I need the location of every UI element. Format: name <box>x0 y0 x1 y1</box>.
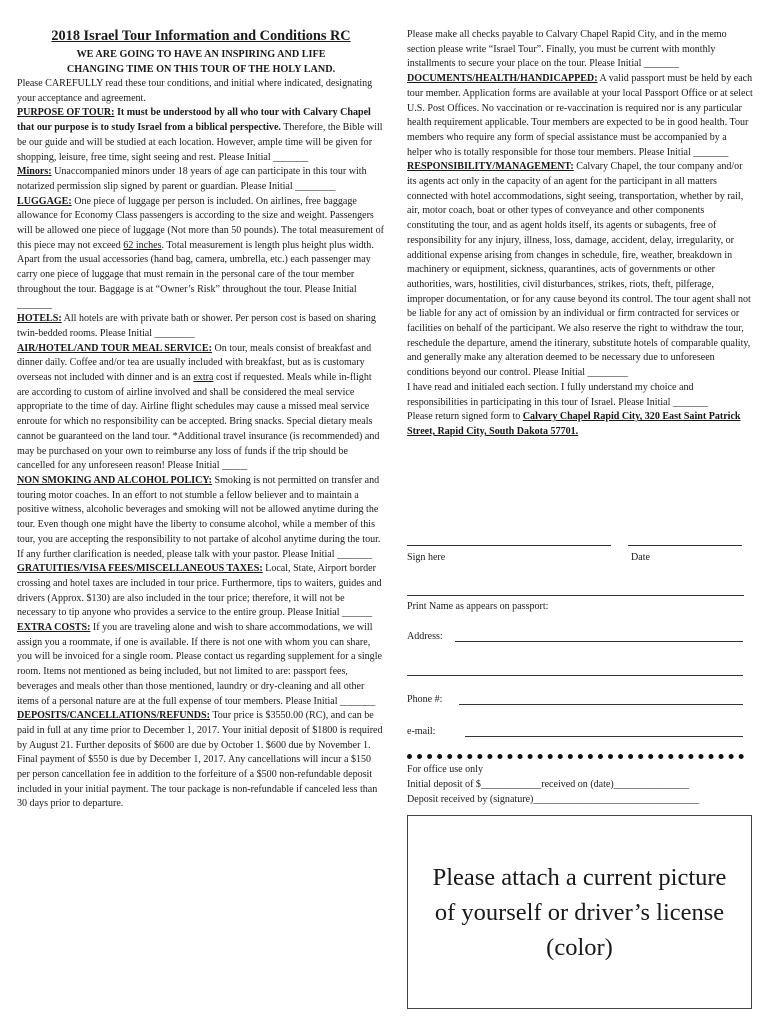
print-name-line[interactable] <box>407 595 744 596</box>
extra-costs-section <box>17 621 385 709</box>
acknowledge-paragraph: I have read and initialed each section. I fully understand my choice and responsibilities in participating in this tour of Israel. Please Initial _______ <box>407 381 709 408</box>
responsibility-heading: RESPONSIBILITY/MANAGEMENT: <box>407 161 574 173</box>
signature-line[interactable] <box>407 545 611 546</box>
phone-label: Phone #: <box>407 694 443 705</box>
smoking-text: Smoking is not permitted on transfer and touring motor coaches. In an effort to not stumble a fellow believer and to maintain a positive witness, alcoholic beverages and smoking will not be allowed anytime during the tour. Even though one might have the liberty to consume alcohol, while a member of this tour, you are accepting the responsibility to not partake of alcohol anytime during the tour. If any further clarification is needed, please talk with your pastor. Please Initial _______ <box>17 474 381 560</box>
deposits-text: Tour price is $3550.00 (RC), and can be paid in full at any time prior to December 1, 2017. Your initial deposit of $1800 is required by August 21. Further deposits of $600 are due by October 1. $600 due by November 1. Final payment of $550 is due by December 1, 2017. Any cancellations will incur a $150 per person cancellation fee in addition to the forfeiture of a $500 non-refundable deposit included in your initial payment. The tour package is non-refundable if canceled less than 30 days prior to departure. <box>17 710 383 810</box>
hotels-section <box>17 312 385 341</box>
date-label: Date <box>631 552 650 563</box>
purpose-bold-text: It must be understood by all who tour with Calvary Chapel that our purpose is to study Israel from a biblical perspective. <box>17 107 371 134</box>
dotted-divider <box>407 754 744 759</box>
luggage-heading: LUGGAGE: <box>17 195 72 207</box>
purpose-heading: PURPOSE OF TOUR: <box>17 107 115 119</box>
luggage-section <box>17 195 385 313</box>
hotels-text: All hotels are with private bath or shower. Per person cost is based on sharing twin-bedded rooms. Please Initial ________ <box>17 313 376 339</box>
extra-costs-heading: EXTRA COSTS: <box>17 622 91 634</box>
photo-attach-box <box>407 815 752 1009</box>
email-label: e-mail: <box>407 726 436 737</box>
subtitle-line-1: WE ARE GOING TO HAVE AN INSPIRING AND LIFE <box>76 49 326 60</box>
hotels-heading: HOTELS: <box>17 313 62 325</box>
meals-heading: AIR/HOTEL/AND TOUR MEAL SERVICE: <box>17 342 212 354</box>
purpose-text: Therefore, the Bible will be our guide and will be studied at each location. However, ample time will be given for shopping, leisure, free time, sight seeing and rest. Please Initial _______ <box>17 122 383 163</box>
meals-text-1: On tour, meals consist of breakfast and dinner daily. Coffee and/or tea are usually included with breakfast, but as is customary overseas not included with dinner and is an <box>17 342 372 384</box>
responsibility-text: Calvary Chapel, the tour company and/or its agents act only in the capacity of an agent for the participant in all matters connected with hotel accommodations, sight seeing, transportation, whether by rail, air, motor coach, boat or other types of conveyance and other components constituting the tour, and as agent holds itself, its agents or subagents, free of responsibility for any injury, illness, loss, damage, accident, delay, irregularity, or additional expense arising from changes in schedule, fire, weather, breakdown in machinery or equipment, sickness, quarantines, acts of governments or other authorities, wars, hostilities, civil disturbances, strikes, riots, theft, pilferage, improper documentation, or for any cause beyond its control. The tour agent shall not be liable for any act of omission by an individual or firm contracted for services or facilities on behalf of the participant. We also reserve the right to withdraw the tour, reschedule the departure, amend the itinerary, substitute hotels of comparable quality, and generally make any alteration deemed to be necessary due to unforeseen conditions beyond our control. Please Initial ________ <box>407 161 751 379</box>
address-line-2[interactable] <box>407 675 743 676</box>
meals-underline: extra <box>193 372 214 384</box>
minors-heading: Minors: <box>17 166 52 178</box>
office-use-block <box>407 762 752 808</box>
subtitle-line-2: CHANGING TIME ON THIS TOUR OF THE HOLY LAND. <box>66 63 336 75</box>
intro-paragraph: Please CAREFULLY read these tour conditions, and initial where indicated, designating your acceptance and agreement. <box>17 78 373 104</box>
print-name-label: Print Name as appears on passport: <box>407 601 549 612</box>
minors-section <box>17 165 385 194</box>
office-received-line: Deposit received by (signature)_________________________________ <box>407 794 700 806</box>
document-title: 2018 Israel Tour Information and Conditions RC <box>51 28 351 44</box>
documents-text: A valid passport must be held by each tour member. Application forms are available at your local Passport Office or at select U.S. Post Offices. No vaccination or re-vaccination is required nor is any particular health requirement applicable. Tour members are expected to be in good health. Tour members who require any form of special assistance must be accompanied by a helper who is totally responsible for those tour members. Please Initial _______ <box>407 73 753 158</box>
phone-line[interactable] <box>459 704 743 705</box>
sign-here-label: Sign here <box>407 552 446 563</box>
luggage-text-2: . Total measurement is length plus height plus width. Apart from the usual accessories (hand bag, camera, umbrella, etc.) each passenger may carry one piece of luggage that must remain in the personal care of the tour member throughout the tour. Baggage is at “Owner’s Risk” throughout the tour. Please Initial _______ <box>17 239 374 310</box>
address-label: Address: <box>407 631 443 642</box>
gratuities-section <box>17 562 385 621</box>
responsibility-section <box>407 160 753 381</box>
office-heading: For office use only <box>407 764 483 775</box>
luggage-underline: 62 inches <box>123 239 162 251</box>
smoking-heading: NON SMOKING AND ALCOHOL POLICY: <box>17 474 213 486</box>
purpose-section <box>17 106 385 165</box>
gratuities-heading: GRATUITIES/VISA FEES/MISCELLANEOUS TAXES: <box>17 563 263 575</box>
return-text: Please return signed form to <box>407 411 523 423</box>
extra-costs-text: If you are traveling alone and wish to share accommodations, we will assign you a roommate, if one is available. If there is not one with whom you can share, you will be invoiced for a single room. Please contact us regarding supplement for a single room. Items not mentioned as being included, but not limited to are: passport fees, beverages and meals other than those mentioned, laundry or dry-cleaning and all other items of a personal nature are at the full expense of tour members. Please Initial _______ <box>17 622 382 707</box>
address-line-1[interactable] <box>455 641 743 642</box>
return-paragraph <box>407 410 753 439</box>
email-line[interactable] <box>465 736 743 737</box>
left-column <box>17 28 385 812</box>
luggage-text-1: One piece of luggage per person is included. On airlines, free baggage allowance for Economy Class passengers is according to the size and weight. Passengers will be allowed one piece of luggage (Not more than 50 pounds). The total measurement of this piece may not exceed <box>17 195 384 251</box>
photo-box-text: Please attach a current picture of yourself or driver’s license (color) <box>432 863 727 961</box>
smoking-section <box>17 474 385 562</box>
deposits-heading: DEPOSITS/CANCELLATIONS/REFUNDS: <box>17 710 210 722</box>
gratuities-text: Local, State, Airport border crossing and hotel taxes are included in tour price. Furthermore, tips to waiters, guides and drivers (Approx. $130) are also included in the tour price; therefore, it will not be necessary to tip anyone who provides a service to the entire group. Please Initial ______ <box>17 563 382 619</box>
meals-section <box>17 342 385 474</box>
meals-text-2: cost if requested. Meals while in-flight are according to custom of airline involved and shall be considered the meal service appropriate to the time of day. Airline flight schedules may cause a missed meal service enroute for which no responsibility can be accepted. Bring snacks. Special dietary meals cannot be guaranteed on the land tour. *Additional travel insurance (is recommended) and may be purchased on your own to reimburse any loss of funds if the trip should be cancelled for any unforeseen reason! Please Initial _____ <box>17 372 380 472</box>
documents-heading: DOCUMENTS/HEALTH/HANDICAPPED: <box>407 73 598 85</box>
documents-section <box>407 72 753 160</box>
right-column <box>407 28 753 440</box>
deposits-section <box>17 709 385 812</box>
return-address: Calvary Chapel Rapid City, 320 East Saint Patrick Street, Rapid City, South Dakota 57701. <box>407 411 741 437</box>
office-deposit-line: Initial deposit of $____________received on (date)_______________ <box>407 779 690 791</box>
minors-text: Unaccompanied minors under 18 years of age can participate in this tour with notarized permission slip signed by parent or guardian. Please Initial ________ <box>17 166 367 192</box>
checks-paragraph: Please make all checks payable to Calvary Chapel Rapid City, and in the memo section please write “Israel Tour”. Finally, you must be current with monthly installments to secure your place on the tour. Please Initial _______ <box>407 29 727 70</box>
date-line[interactable] <box>628 545 742 546</box>
